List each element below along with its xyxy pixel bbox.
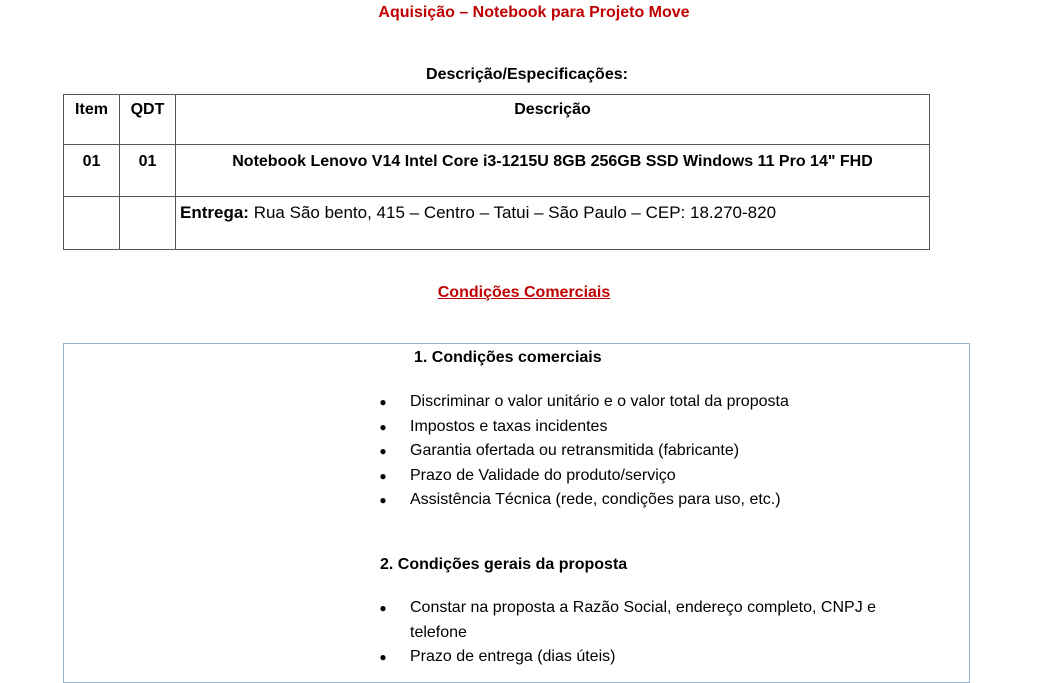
list-item: ● Prazo de entrega (dias úteis) (378, 645, 918, 670)
col-header-item: Item (64, 95, 120, 145)
delivery-cell (176, 197, 930, 250)
list-item: ● Assistência Técnica (rede, condições para uso, etc.) (378, 488, 918, 513)
table-header-row (64, 95, 930, 145)
bullet-icon: ● (379, 650, 387, 664)
specs-table (63, 94, 930, 250)
cell-empty (120, 197, 176, 250)
document-title: Aquisição – Notebook para Projeto Move (378, 4, 690, 21)
bullet-icon: ● (379, 601, 387, 615)
cell-empty (64, 197, 120, 250)
delivery-address: Rua São bento, 415 – Centro – Tatui – São Paulo – CEP: 18.270-820 (248, 203, 777, 222)
conditions-heading: Condições Comerciais (437, 284, 611, 301)
bullet-icon: ● (379, 419, 387, 434)
table-row (64, 145, 930, 197)
list-item: ● Discriminar o valor unitário e o valor total da proposta (378, 390, 918, 415)
bullet-icon: ● (379, 444, 387, 458)
section-title-general: 2. Condições gerais da proposta (380, 556, 628, 573)
table-row-delivery (64, 197, 930, 250)
commercial-conditions-list (378, 390, 918, 513)
general-conditions-list (378, 596, 918, 670)
col-header-qdt: QDT (120, 95, 176, 145)
cell-descricao: Notebook Lenovo V14 Intel Core i3-1215U 8GB 256GB SSD Windows 11 Pro 14" FHD (176, 145, 930, 197)
delivery-label: Entrega: (180, 203, 249, 222)
list-item: ● Constar na proposta a Razão Social, endereço completo, CNPJ e telefone (378, 596, 918, 645)
list-item: ● Impostos e taxas incidentes (378, 415, 918, 440)
bullet-icon: ● (379, 493, 387, 507)
bullet-icon: ● (379, 468, 387, 483)
specs-subtitle: Descrição/Especificações: (426, 66, 628, 83)
col-header-descricao: Descrição (176, 95, 930, 145)
cell-item: 01 (64, 145, 120, 197)
cell-qdt: 01 (120, 145, 176, 197)
section-title-commercial: 1. Condições comerciais (414, 349, 602, 366)
list-item: ● Prazo de Validade do produto/serviço (378, 464, 918, 489)
list-item: ● Garantia ofertada ou retransmitida (fabricante) (378, 439, 918, 464)
bullet-icon: ● (379, 395, 387, 409)
